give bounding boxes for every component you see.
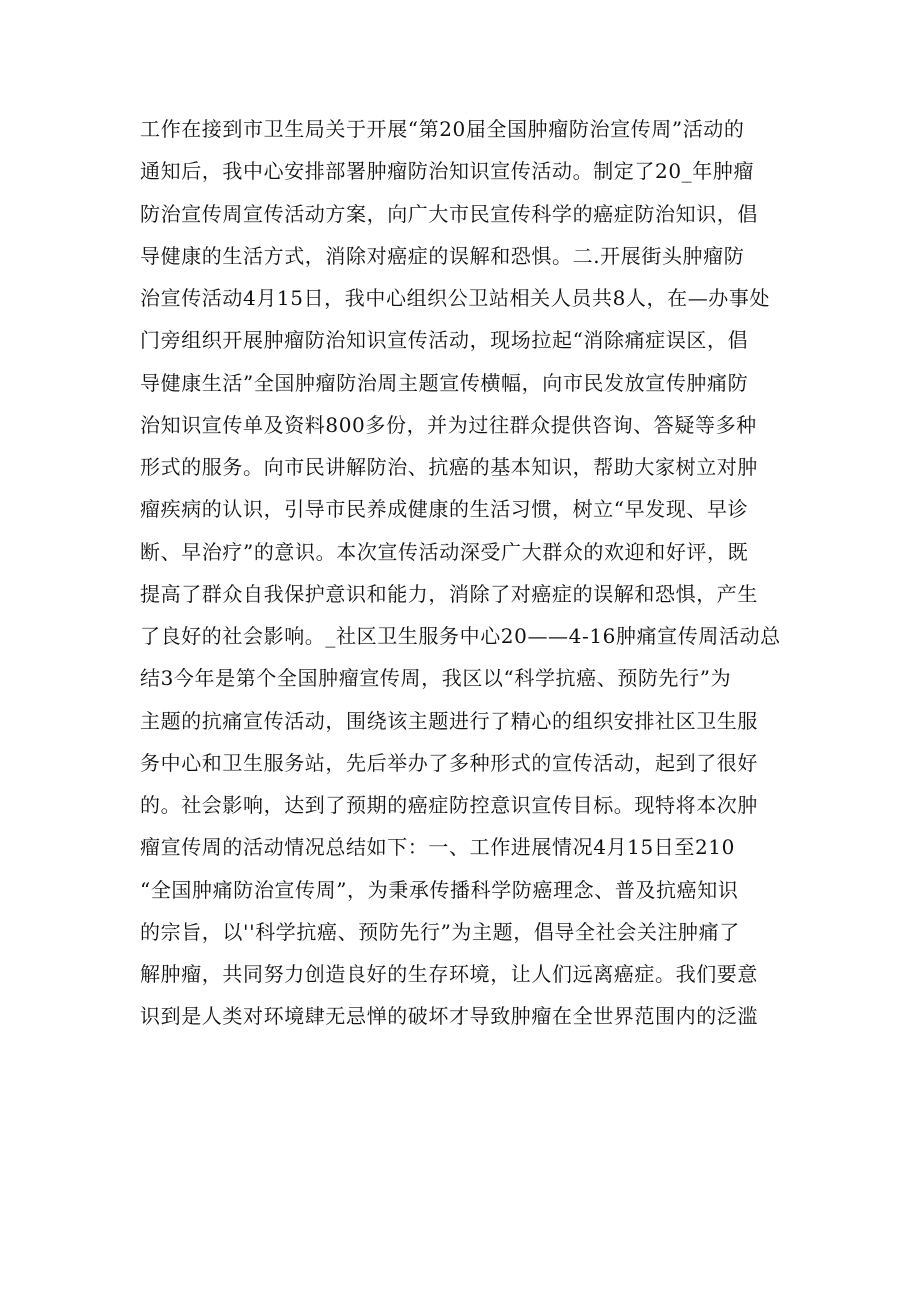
text-line: 治宣传活动4月15日，我中心组织公卫站相关人员共8人，在—办事处: [140, 286, 771, 310]
text-line: 提高了群众自我保护意识和能力，消除了对癌症的误解和恐惧，产生: [140, 581, 758, 606]
text-line: 务中心和卫生服务站，先后举办了多种形式的宣传活动，起到了很好: [140, 750, 758, 775]
text-line: 通知后，我中心安排部署肿瘤防治知识宣传活动。制定了20_年肿瘤: [140, 159, 755, 184]
text-line: 防治宣传周宣传活动方案，向广大市民宣传科学的癌症防治知识，倡: [140, 201, 758, 226]
text-line: 了良好的社会影响。_社区卫生服务中心20——4-16肿痛宣传周活动总: [140, 624, 781, 648]
text-line: 断、早治疗”的意识。本次宣传活动深受广大群众的欢迎和好评，既: [140, 539, 749, 564]
text-line: 的宗旨，以''科学抗癌、预防先行”为主题，倡导全社会关注肿痛了: [140, 919, 740, 944]
text-line: 瘤宣传周的活动情况总结如下：一、工作进展情况4月15日至210: [140, 835, 735, 860]
text-line: 治知识宣传单及资料800多份，并为过往群众提供咨询、答疑等多种: [140, 412, 757, 437]
text-line: 形式的服务。向市民讲解防治、抗癌的基本知识，帮助大家树立对肿: [140, 455, 758, 479]
text-line: “全国肿痛防治宣传周”，为秉承传播科学防癌理念、普及抗癌知识: [140, 877, 739, 902]
text-line: 导健康生活”全国肿瘤防治周主题宣传横幅，向市民发放宣传肿痛防: [140, 370, 749, 395]
text-line: 导健康的生活方式，消除对癌症的误解和恐惧。二.开展街头肿瘤防: [140, 243, 745, 268]
text-line: 主题的抗痛宣传活动，围绕该主题进行了精心的组织安排社区卫生服: [140, 708, 758, 733]
text-line: 瘤疾病的认识，引导市民养成健康的生活习惯，树立“早发现、早诊: [140, 497, 749, 522]
text-line: 结3今年是第个全国肿瘤宣传周，我区以“科学抗癌、预防先行”为: [140, 666, 732, 691]
text-line: 解肿瘤，共同努力创造良好的生存环境，让人们远离癌症。我们要意: [140, 962, 758, 986]
text-line: 工作在接到市卫生局关于开展“第20届全国肿瘤防治宣传周”活动的: [140, 117, 745, 141]
text-line: 的。社会影响，达到了预期的癌症防控意识宣传目标。现特将本次肿: [140, 793, 758, 817]
text-line: 识到是人类对环境肆无忌惮的破坏才导致肿瘤在全世界范围内的泛滥: [140, 1004, 758, 1029]
text-line: 门旁组织开展肿瘤防治知识宣传活动，现场拉起“消除痛症误区，倡: [140, 328, 749, 353]
body-text: [140, 108, 790, 1038]
